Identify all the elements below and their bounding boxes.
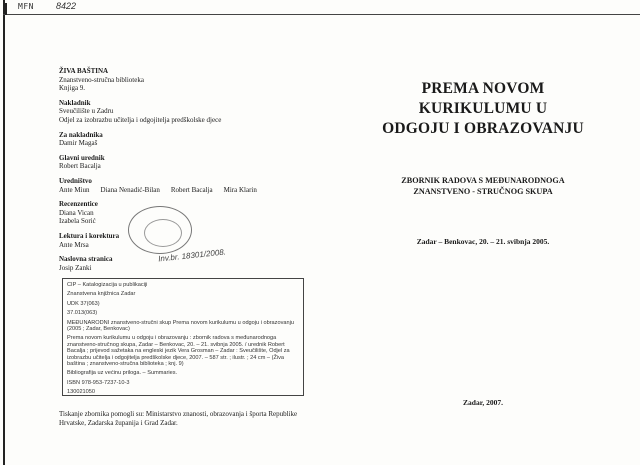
proofreading-block [59,232,359,249]
corner-mark [5,3,12,15]
series-line: Knjiga 9. [59,84,86,93]
reviewers-block [59,200,359,226]
reviewer-name: Diana Vican [59,208,94,217]
catalog-stamp-code: MFN [18,2,34,11]
publisher-line: Sveučilište u Zadru [59,107,114,116]
book-title [370,79,596,139]
cip-record-box [62,278,304,396]
proofreader-name: Ante Mrsa [59,240,89,249]
cip-line: Prema novom kurikulumu u odgoju i obrazovanju : zbornik radova s međunarodnoga znanstveno-stručnog skupa, Zadar – Benkovac, 20. – 21. svibnja 2005. / urednik Robert Bacalja ; prijevod sažetaka na engleski jezik Vera Grosman – Zadar : Sveučilište, Odjel za izobrazbu učitelja i odgojitelja predškolske djece, 2007. – 587 str. ; ilustr. ; 24 cm – (Živa baština ; znanstveno-stručna biblioteka ; knj. 9) [67,335,290,368]
cip-line: Znanstvena knjižnica Zadar [67,291,136,298]
board-block [59,177,359,194]
board-names [59,186,359,195]
cip-line: Bibliografija uz većinu priloga. – Summaries. [67,370,178,377]
imprint-column [59,67,359,278]
page-left-border [3,0,5,465]
cip-line: UDK 37(063) [67,300,100,307]
cover-label: Naslovna stranica [59,255,113,264]
cip-line: 37.013(063) [67,310,98,317]
editor-block [59,154,359,171]
series-label: ŽIVA BAŠTINA [59,67,109,75]
reviewer-name: Izabela Sorić [59,217,96,226]
inventory-handwriting: Inv.br. 18301/2008. [157,247,227,264]
title-line: PREMA NOVOM [421,80,545,97]
conference-place-date: Zadar – Benkovac, 20. – 21. svibnja 2005. [416,237,550,246]
board-label: Uredništvo [59,176,92,185]
board-member: Ante Miun [59,185,90,194]
cip-line: ISBN 978-953-7237-10-3 [67,379,130,386]
series-line: Znanstveno-stručna biblioteka [59,75,144,84]
library-stamp-inner [144,219,182,247]
title-line: ODGOJU I OBRAZOVANJU [382,120,584,137]
cip-line: 130021050 [67,389,95,396]
publisher-label: Nakladnik [59,98,91,107]
cip-line: MEĐUNARODNI znanstveno-stručni skup Prema novom kurikulumu u odgoju i obrazovanju (2005 ; Zadar, Benkovac) [67,319,294,333]
publisher-line: Odjel za izobrazbu učitelja i odgojitelja predškolske djece [59,115,222,124]
board-member: Diana Nenadić-Bilan [100,185,160,194]
editor-name: Robert Bacalja [59,162,101,171]
editor-label: Glavni urednik [59,153,105,162]
book-subtitle [370,175,596,197]
title-line: KURIKULUMU U [418,100,548,117]
page-top-border [3,14,640,15]
series-block [59,67,359,93]
board-member: Robert Bacalja [170,185,213,194]
publication-place-year: Zadar, 2007. [463,398,503,407]
copublisher-block [59,131,359,148]
copublisher-label: Za nakladnika [59,130,103,139]
funding-note: Tiskanje zbornika pomogli su: Ministarstvo znanosti, obrazovanja i športa Republike Hrvatske, Zadarska županija i Grad Zadar. [59,410,298,427]
cip-line: CIP – Katalogizacija u publikaciji [67,282,148,288]
board-member: Mira Klarin [223,185,257,194]
catalog-stamp-number: 8422 [56,1,77,11]
reviewers-label: Recenzentice [59,200,98,209]
cover-designer: Josip Zanki [59,263,92,272]
publisher-block [59,99,359,125]
copublisher-name: Damir Magaš [59,139,98,148]
subtitle-line: ZBORNIK RADOVA S MEĐUNARODNOGA [401,176,565,185]
proofreading-label: Lektura i korektura [59,231,120,240]
subtitle-line: ZNANSTVENO - STRUČNOG SKUPA [413,187,553,196]
